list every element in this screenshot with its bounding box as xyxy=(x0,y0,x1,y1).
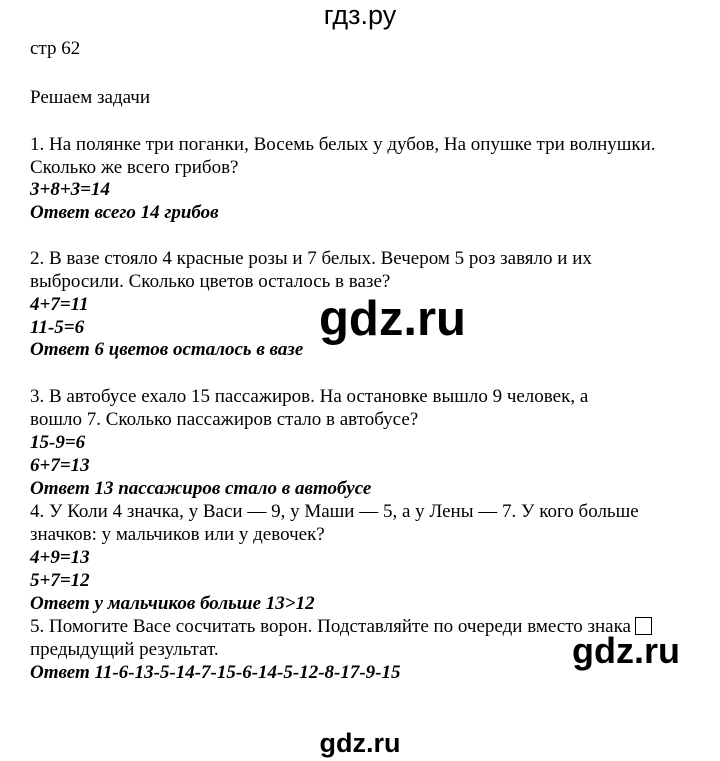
task5-answer: Ответ 11-6-13-5-14-7-15-6-14-5-12-8-17-9-15 xyxy=(30,662,401,683)
site-header: гдз.ру xyxy=(323,0,397,30)
section-title: Решаем задачи xyxy=(30,87,151,108)
task2-question-line2: выбросили. Сколько цветов осталось в вазе? xyxy=(30,271,391,292)
task2-solution-step1: 4+7=11 xyxy=(30,294,89,315)
task3-question-line2: вошло 7. Сколько пассажиров стало в автобусе? xyxy=(30,409,419,430)
task4-solution-step1: 4+9=13 xyxy=(30,547,90,568)
task2-solution-step2: 11-5=6 xyxy=(30,317,85,338)
task3-question-line1: 3. В автобусе ехало 15 пассажиров. На остановке вышло 9 человек, а xyxy=(30,386,589,407)
task3-solution-step1: 15-9=6 xyxy=(30,432,86,453)
task4-answer: Ответ у мальчиков больше 13>12 xyxy=(30,593,315,614)
task5-question-line1 xyxy=(30,615,652,639)
task1-question-line1: 1. На полянке три поганки, Восемь белых у дубов, На опушке три волнушки. xyxy=(30,134,656,155)
watermark-right: gdz.ru xyxy=(572,630,680,671)
task4-question-line1: 4. У Коли 4 значка, у Васи — 9, у Маши — 5, а у Лены — 7. У кого больше xyxy=(30,501,639,522)
task3-solution-step2: 6+7=13 xyxy=(30,455,90,476)
page-label: стр 62 xyxy=(30,38,81,59)
task1-question-line2: Сколько же всего грибов? xyxy=(30,157,239,178)
task2-question-line1: 2. В вазе стояло 4 красные розы и 7 белых. Вечером 5 роз завяло и их xyxy=(30,248,592,269)
task1-solution: 3+8+3=14 xyxy=(30,179,110,200)
task1-answer: Ответ всего 14 грибов xyxy=(30,202,219,223)
task5-question-line2: предыдущий результат. xyxy=(30,639,219,660)
task2-answer: Ответ 6 цветов осталось в вазе xyxy=(30,339,304,360)
task5-question-text: 5. Помогите Васе сосчитать ворон. Подставляйте по очереди вместо знака xyxy=(30,616,631,637)
watermark-bottom: gdz.ru xyxy=(319,728,401,758)
watermark-center: gdz.ru xyxy=(319,292,466,346)
task3-answer: Ответ 13 пассажиров стало в автобусе xyxy=(30,478,372,499)
task4-solution-step2: 5+7=12 xyxy=(30,570,90,591)
task4-question-line2: значков: у мальчиков или у девочек? xyxy=(30,524,325,545)
